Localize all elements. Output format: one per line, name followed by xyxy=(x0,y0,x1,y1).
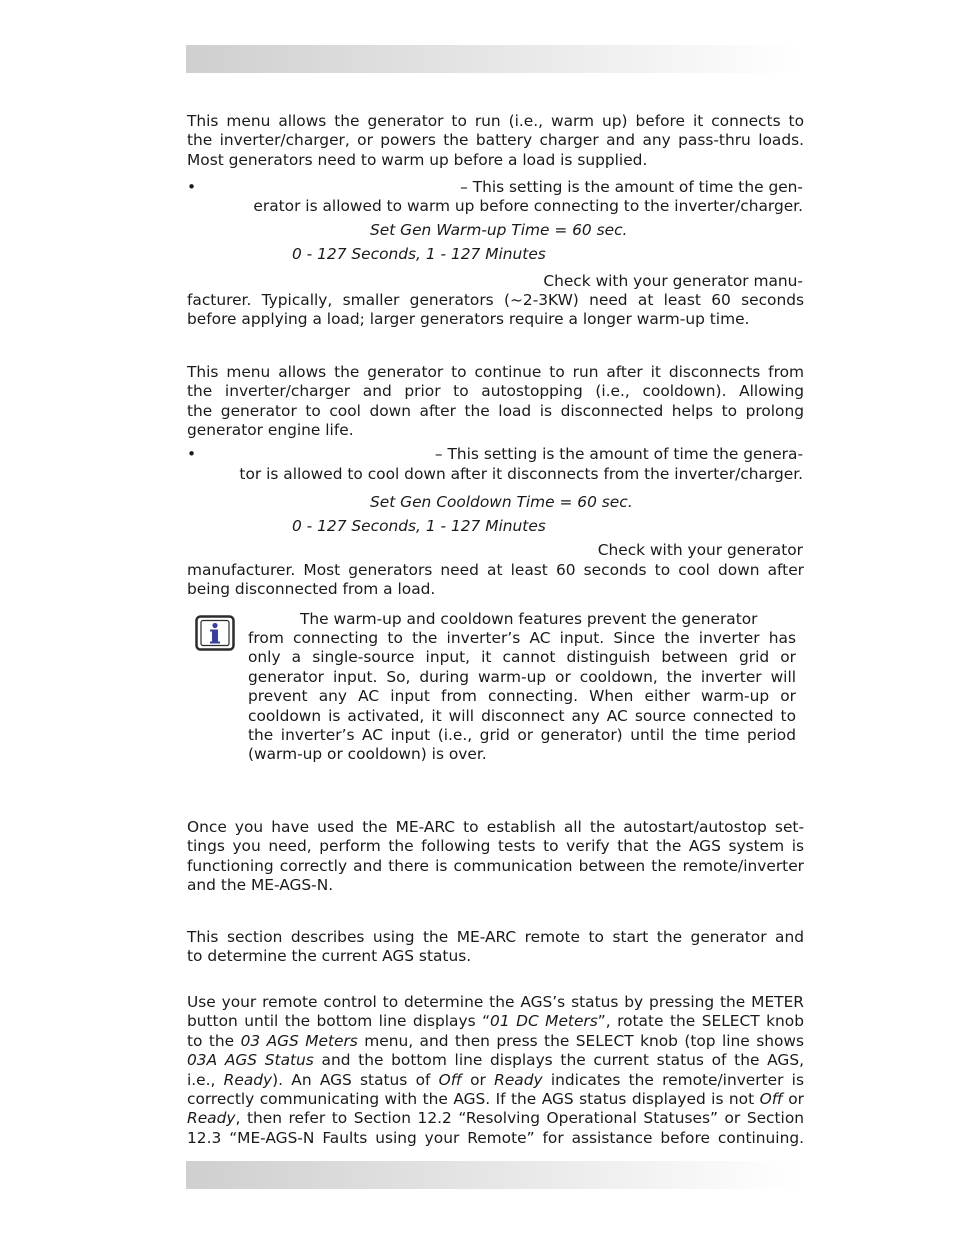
cooldown-bullet-line1: – This setting is the amount of time the genera- xyxy=(434,445,803,463)
section-description: This section describes using the ME-ARC remote to start the generator and to determine the current AGS status. xyxy=(187,928,804,966)
warmup-range: 0 - 127 Seconds, 1 - 127 Minutes xyxy=(292,245,546,263)
warmup-note: facturer. Typically, smaller generators (~2-3KW) need at least 60 seconds before applying a load; larger generators require a longer warm-up time. xyxy=(187,291,804,329)
warmup-default: Set Gen Warm-up Time = 60 sec. xyxy=(370,221,628,239)
status-paragraph: Use your remote control to determine the AGS’s status by pressing the METER button until the bottom line displays “01 DC Meters”, rotate the SELECT knob to the 03 AGS Meters menu, and then press the SELECT knob (top line shows 03A AGS Status and the bottom line displays the current status of the AGS, i.e., Ready). An AGS status of Off or Ready indicates the remote/inverter is correctly communicating with the AGS. If the AGS status displayed is not Off or Ready, then refer to Section 12.2 “Resolving Operational Statuses” or Section 12.3 “ME-AGS-N Faults using your Remote” for assistance before continuing. xyxy=(187,993,804,1147)
warmup-note-line1: Check with your generator manu- xyxy=(543,272,803,290)
cooldown-intro: This menu allows the generator to continue to run after it disconnects from the inverter/charger and prior to autostopping (i.e., cooldown). Allowing the generator to cool down after the load is disconnected helps to prolong generator engine life. xyxy=(187,363,804,440)
cooldown-default: Set Gen Cooldown Time = 60 sec. xyxy=(370,493,633,511)
warmup-intro: This menu allows the generator to run (i.e., warm up) before it connects to the inverter/charger, or powers the battery charger and any pass-thru loads. Most generators need to warm up before a load is supplied. xyxy=(187,112,804,169)
warmup-bullet-line2: erator is allowed to warm up before connecting to the inverter/charger. xyxy=(253,197,803,215)
warmup-bullet-line1: – This setting is the amount of time the gen- xyxy=(460,178,803,196)
bullet-marker: • xyxy=(187,445,197,463)
cooldown-bullet-line2: tor is allowed to cool down after it disconnects from the inverter/charger. xyxy=(239,465,803,483)
bullet-marker: • xyxy=(187,178,197,196)
footer-bar xyxy=(186,1161,800,1189)
info-line-1: The warm-up and cooldown features prevent the generator xyxy=(300,610,758,628)
info-text: from connecting to the inverter’s AC input. Since the inverter has only a single-source input, it cannot distinguish between grid or generator input. So, during warm-up or cooldown, the inverter will prevent any AC input from connecting. When either warm-up or cooldown is activated, it will disconnect any AC source connected to the inverter’s AC input (i.e., grid or generator) until the time period (warm-up or cooldown) is over. xyxy=(248,629,796,764)
cooldown-note: manufacturer. Most generators need at least 60 seconds to cool down after being disconnected from a load. xyxy=(187,561,804,599)
info-icon xyxy=(195,615,235,651)
cooldown-note-line1: Check with your generator xyxy=(597,541,803,559)
cooldown-range: 0 - 127 Seconds, 1 - 127 Minutes xyxy=(292,517,546,535)
header-bar xyxy=(186,45,800,73)
test-intro: Once you have used the ME-ARC to establish all the autostart/autostop set- tings you need, perform the following tests to verify that the AGS system is functioning correctly and there is communication between the remote/inverter and the ME-AGS-N. xyxy=(187,818,804,895)
